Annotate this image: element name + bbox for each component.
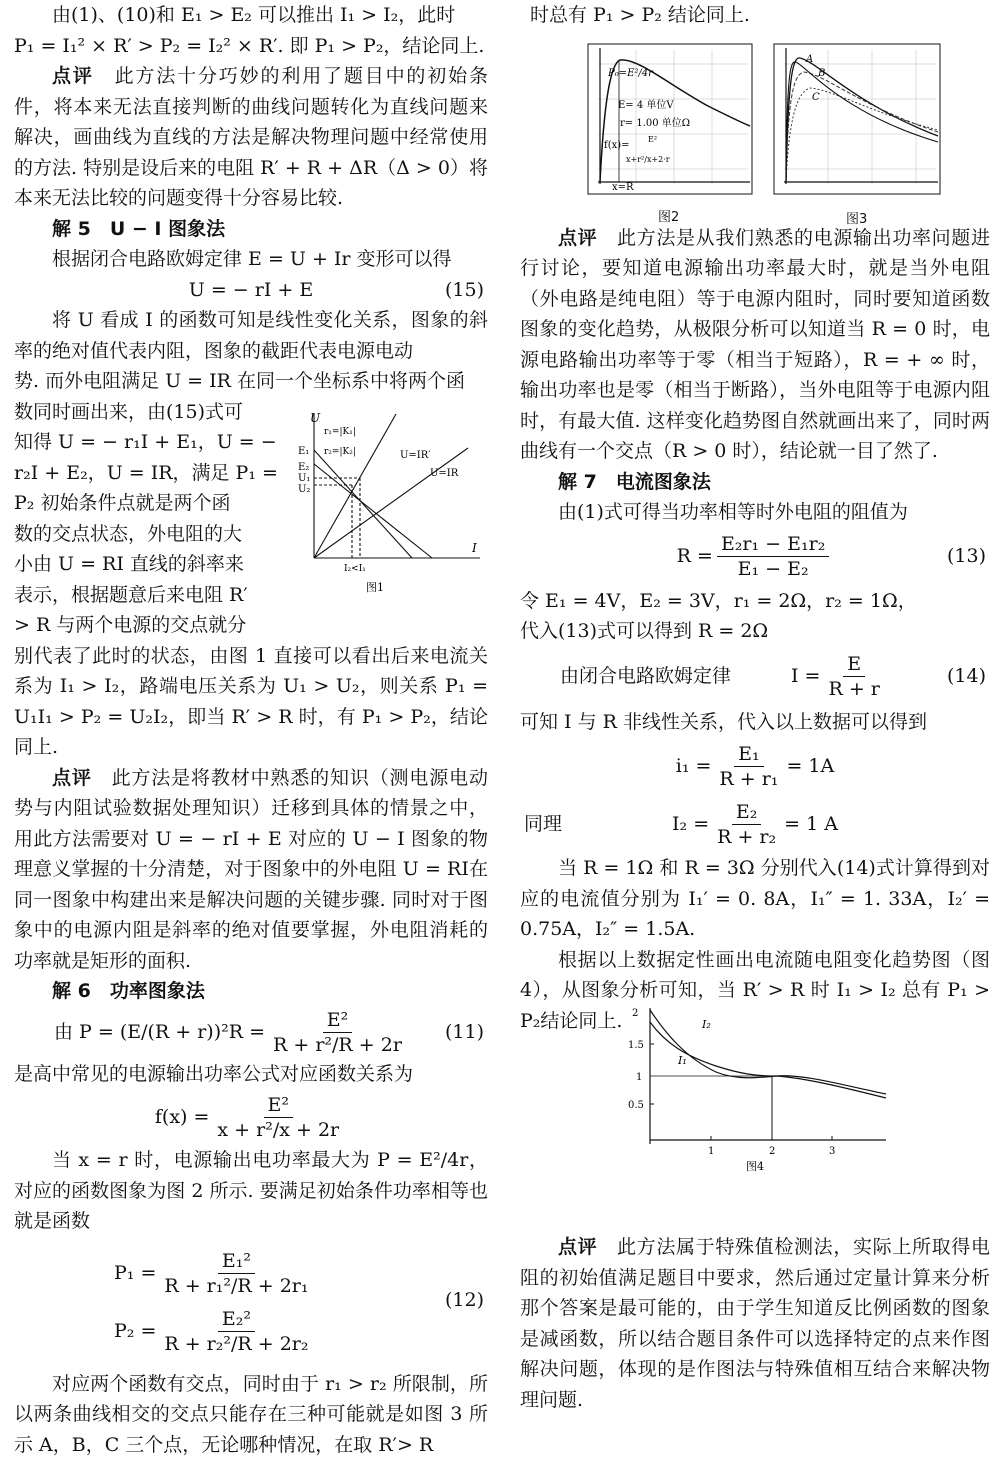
fig2-label-r: r= 1.00 单位Ω — [620, 116, 690, 129]
equation-11-number: (11) — [445, 1017, 484, 1048]
solution-6-title: 解 6 功率图象法 — [14, 976, 488, 1007]
equation-12b-num: E₂² — [218, 1307, 255, 1332]
fig1-label-i: I — [471, 541, 477, 555]
equation-13 — [520, 528, 990, 586]
equation-14-number: (14) — [947, 661, 986, 692]
fig1-label-e1: E₁ — [298, 446, 309, 457]
fig2-caption: 图2 — [658, 206, 679, 225]
wrap-text-block — [14, 397, 304, 641]
solution-7-para-2: 令 E₁ = 4V，E₂ = 3V，r₁ = 2Ω，r₂ = 1Ω， — [520, 586, 990, 617]
equation-14 — [520, 647, 990, 707]
comment-label: 点评 — [52, 767, 92, 789]
figure-1 — [300, 408, 488, 598]
fig4-curve-i2 — [650, 1010, 886, 1094]
fig4-ytick: 2 — [632, 1008, 638, 1019]
comment-1 — [14, 61, 488, 214]
fig4-ytick: 1.5 — [628, 1040, 644, 1051]
solution-5-para-1: 根据闭合电路欧姆定律 E = U + Ir 变形可以得 — [14, 244, 488, 275]
equation-12a-lhs: P₁ = — [114, 1258, 156, 1289]
equation-i1-lhs: i₁ = — [676, 751, 712, 782]
fig4-xtick: 3 — [829, 1146, 835, 1157]
comment-label: 点评 — [558, 227, 597, 249]
equation-f-den: x + r²/x + 2r — [213, 1118, 343, 1142]
fig2-label-fd: x+r²/x+2·r — [626, 155, 670, 164]
equation-12b-fraction — [160, 1307, 312, 1356]
right-column — [520, 0, 990, 1415]
intro-line-1: 由(1)、(10)和 E₁ > E₂ 可以推出 I₁ > I₂，此时 — [14, 0, 488, 31]
wrap-line: 数同时画出来，由(15)式可 — [14, 397, 304, 428]
equation-i2-fraction — [713, 800, 780, 849]
equation-11-lhs: 由 P = (E/(R + r))²R = — [54, 1017, 265, 1048]
equation-i2 — [520, 795, 990, 853]
fig1-label-u1: U₁ — [298, 473, 310, 484]
solution-5-title: 解 5 U − I 图象法 — [14, 214, 488, 245]
fig3-caption: 图3 — [846, 208, 867, 227]
equation-14-text: 由闭合电路欧姆定律 — [560, 661, 731, 692]
equation-14-num: E — [843, 652, 865, 677]
equation-13-num: E₂r₁ − E₁r₂ — [717, 532, 829, 557]
wrap-line: 表示，根据题意后来电阻 R′ — [14, 580, 304, 611]
figure-3 — [774, 44, 940, 194]
equation-12b-den: R + r₂²/R + 2r₂ — [160, 1332, 312, 1356]
svg-text:A: A — [805, 54, 813, 65]
equation-14-den: R + r — [824, 677, 883, 701]
fig1-label-u: U — [310, 411, 321, 425]
figure-4 — [626, 1004, 888, 1174]
right-top-line: 时总有 P₁ > P₂ 结论同上. — [520, 0, 990, 31]
fig1-label-u2: U₂ — [298, 484, 310, 495]
equation-i1-fraction — [715, 742, 782, 791]
wrap-line: r₂I + E₂，U = IR，满足 P₁ = — [14, 458, 304, 489]
solution-5-para-2: 将 U 看成 I 的函数可知是线性变化关系，图象的斜率的绝对值代表内阻，图象的截距代表电源电动 — [14, 305, 488, 366]
equation-13-number: (13) — [947, 541, 986, 572]
equation-i1-den: R + r₁ — [715, 767, 782, 791]
wrap-line: P₂ 初始条件点就是两个函 — [14, 488, 304, 519]
equation-15-body: U = − rI + E — [189, 275, 313, 306]
equation-i2-rhs: = 1 A — [784, 809, 838, 840]
solution-7-para-5: 当 R = 1Ω 和 R = 3Ω 分别代入(14)式计算得到对应的电流值分别为 I₁′ = 0. 8A，I₁″ = 1. 33A，I₂′ = 0.75A，I₂″ = 1.5A. — [520, 853, 990, 945]
comment-1-text: 此方法十分巧妙的利用了题目中的初始条件，将本来无法直接判断的曲线问题转化为直线问题来解决，画曲线为直线的方法是解决物理问题中经常使用的方法. 特别是设后来的电阻 R′ + R + ΔR（Δ > 0）将本来无法比较的问题变得十分容易比较. — [14, 65, 488, 209]
equation-i2-lhs: I₂ = — [672, 809, 709, 840]
comment-3-text: 此方法是从我们熟悉的电源输出功率问题进行讨论，要知道电源输出功率最大时，就是当外电阻（外电路是纯电阻）等于电源内阻时，同时要知道函数图象的变化趋势，从极限分析可以知道当 R = 0 时，电源电路输出功率等于零（相当于短路），R = + ∞ 时，输出功率也是零（相当于断路），当外电阻等于电源内阻时，有最大值. 这样变化趋势图自然就画出来了，同时两曲线有一个交点（R > 0 时），结论就一目了然了. — [520, 227, 990, 463]
intro-line-2: P₁ = I₁² × R′ > P₂ = I₂² × R′. 即 P₁ > P₂，结论同上. — [14, 31, 488, 62]
equation-i2-num: E₂ — [732, 800, 762, 825]
fig1-label-r1: r₁=|K₁| — [324, 427, 356, 437]
equation-i1-rhs: = 1A — [786, 751, 834, 782]
fig4-label-i1: I₁ — [677, 1054, 687, 1067]
wrap-line: > R 与两个电源的交点就分 — [14, 610, 304, 641]
wrap-line: 知得 U = − r₁I + E₁，U = − — [14, 427, 304, 458]
solution-5-para-3: 别代表了此时的状态，由图 1 直接可以看出后来电流关系为 I₁ > I₂，路端电压关系为 U₁ > U₂，则关系 P₁ = U₁I₁ > P₂ = U₂I₂，即当 R′ > R 时，有 P₁ > P₂，结论同上. — [14, 641, 488, 763]
wrap-line: 数的交点状态，外电阻的大 — [14, 519, 304, 550]
equation-15 — [14, 275, 488, 306]
equation-f-num: E² — [264, 1093, 294, 1118]
equation-13-den: E₁ − E₂ — [734, 557, 813, 581]
fig2-xlabel: x=R — [612, 182, 634, 193]
equation-12b-lhs: P₂ = — [114, 1316, 156, 1347]
equation-11-fraction — [269, 1008, 406, 1057]
solution-7-para-3: 代入(13)式可以得到 R = 2Ω — [520, 616, 990, 647]
equation-13-fraction — [717, 532, 829, 581]
figure-2 — [588, 44, 752, 194]
solution-7-para-4: 可知 I 与 R 非线性关系，代入以上数据可以得到 — [520, 707, 990, 738]
equation-12a-num: E₁² — [218, 1249, 255, 1274]
svg-text:C: C — [812, 92, 820, 103]
fig2-label-fn: E² — [648, 135, 657, 144]
comment-4-text: 此方法属于特殊值检测法，实际上所取得电阻的初始值满足题目中要求，然后通过定量计算来分析那个答案是最可能的，由于学生知道反比例函数的图象是减函数，所以结合题目条件可以选择特定的点来作图解决问题，体现的是作图法与特殊值相互结合来解决物理问题. — [520, 1236, 990, 1411]
fig1-label-r2: r₂=|K₂| — [324, 447, 356, 457]
equation-12a-den: R + r₁²/R + 2r₁ — [160, 1274, 312, 1298]
equation-12a — [14, 1245, 488, 1303]
fig2-label-e: E= 4 单位V — [618, 98, 674, 111]
solution-7-para-1: 由(1)式可得当功率相等时外电阻的阻值为 — [520, 497, 990, 528]
fig4-xtick: 1 — [708, 1146, 714, 1157]
comment-label: 点评 — [558, 1236, 597, 1258]
comment-4 — [520, 1232, 990, 1415]
solution-7-para-6: 根据以上数据定性画出电流随电阻变化趋势图（图4），从图象分析可知，当 R′ > R 时 I₁ > I₂ 总有 P₁ > P₂结论同上. — [520, 945, 990, 1037]
equation-f — [14, 1089, 488, 1145]
equation-11 — [14, 1007, 488, 1059]
comment-2-text: 此方法是将教材中熟悉的知识（测电源电动势与内阻试验数据处理知识）迁移到具体的情景之中，用此方法需要对 U = − rI + E 对应的 U − I 图象的物理意义掌握的十分清楚，对于图象中的外电阻 U = RI在同一图象中构建出来是解决问题的关键步骤. 同时对于图象中的电源内阻是斜率的绝对值要掌握，外电阻消耗的功率就是矩形的面积. — [14, 767, 488, 972]
equation-14-fraction — [824, 652, 883, 701]
comment-label: 点评 — [52, 65, 94, 87]
comment-2 — [14, 763, 488, 977]
equation-i1 — [520, 737, 990, 795]
equation-12-number: (12) — [445, 1285, 484, 1316]
solution-6-para-3: 对应两个函数有交点，同时由于 r₁ > r₂ 所限制，所以两条曲线相交的交点只能存在三种可能就是如图 3 所示 A，B，C 三个点，无论哪种情况，在取 R′> R — [14, 1369, 488, 1460]
solution-6-para-2: 当 x = r 时，电源输出电功率最大为 P = E²/4r，对应的函数图象为图 2 所示. 要满足初始条件功率相等也就是函数 — [14, 1145, 488, 1237]
comment-3 — [520, 223, 990, 467]
fig1-label-e2: E₂ — [298, 462, 309, 473]
equation-f-fraction — [213, 1093, 343, 1142]
svg-text:B: B — [817, 68, 825, 79]
solution-5-para-2b: 势. 而外电阻满足 U = IR 在同一个坐标系中将两个函 — [14, 366, 488, 397]
tongli-label: 同理 — [524, 809, 562, 840]
equation-f-lhs: f(x) = — [155, 1102, 210, 1133]
fig1-label-uir1: U=IR′ — [400, 450, 431, 461]
equation-12a-fraction — [160, 1249, 312, 1298]
equation-14-lhs: I = — [791, 661, 820, 692]
left-column — [14, 0, 488, 1460]
fig1-label-current: I₂<I₁ — [344, 564, 366, 574]
equation-12b — [14, 1303, 488, 1361]
fig4-ytick: 1 — [636, 1072, 642, 1083]
equation-11-den: R + r²/R + 2r — [269, 1033, 406, 1057]
fig1-line-e1 — [314, 450, 412, 558]
fig1-label-uir: U=IR — [430, 468, 459, 479]
fig4-ytick: 0.5 — [628, 1100, 644, 1111]
fig1-caption: 图1 — [366, 581, 384, 594]
fig2-label-f: f(x)= — [604, 140, 630, 151]
equation-11-num: E² — [323, 1008, 353, 1033]
fig2-label-p: P₀=E²/4r — [607, 68, 654, 79]
equation-13-lhs: R = — [677, 541, 713, 572]
wrap-line: 小由 U = RI 直线的斜率来 — [14, 549, 304, 580]
solution-7-title: 解 7 电流图象法 — [520, 467, 990, 498]
fig4-caption: 图4 — [746, 1160, 764, 1173]
fig4-label-i2: I₂ — [701, 1018, 711, 1031]
solution-6-para-1: 是高中常见的电源输出功率公式对应函数关系为 — [14, 1059, 488, 1090]
fig1-line-uir — [314, 448, 468, 558]
equation-12 — [14, 1237, 488, 1369]
equation-i2-den: R + r₂ — [713, 825, 780, 849]
equation-15-number: (15) — [445, 275, 484, 306]
fig4-xtick: 2 — [769, 1146, 775, 1157]
equation-i1-num: E₁ — [734, 742, 764, 767]
